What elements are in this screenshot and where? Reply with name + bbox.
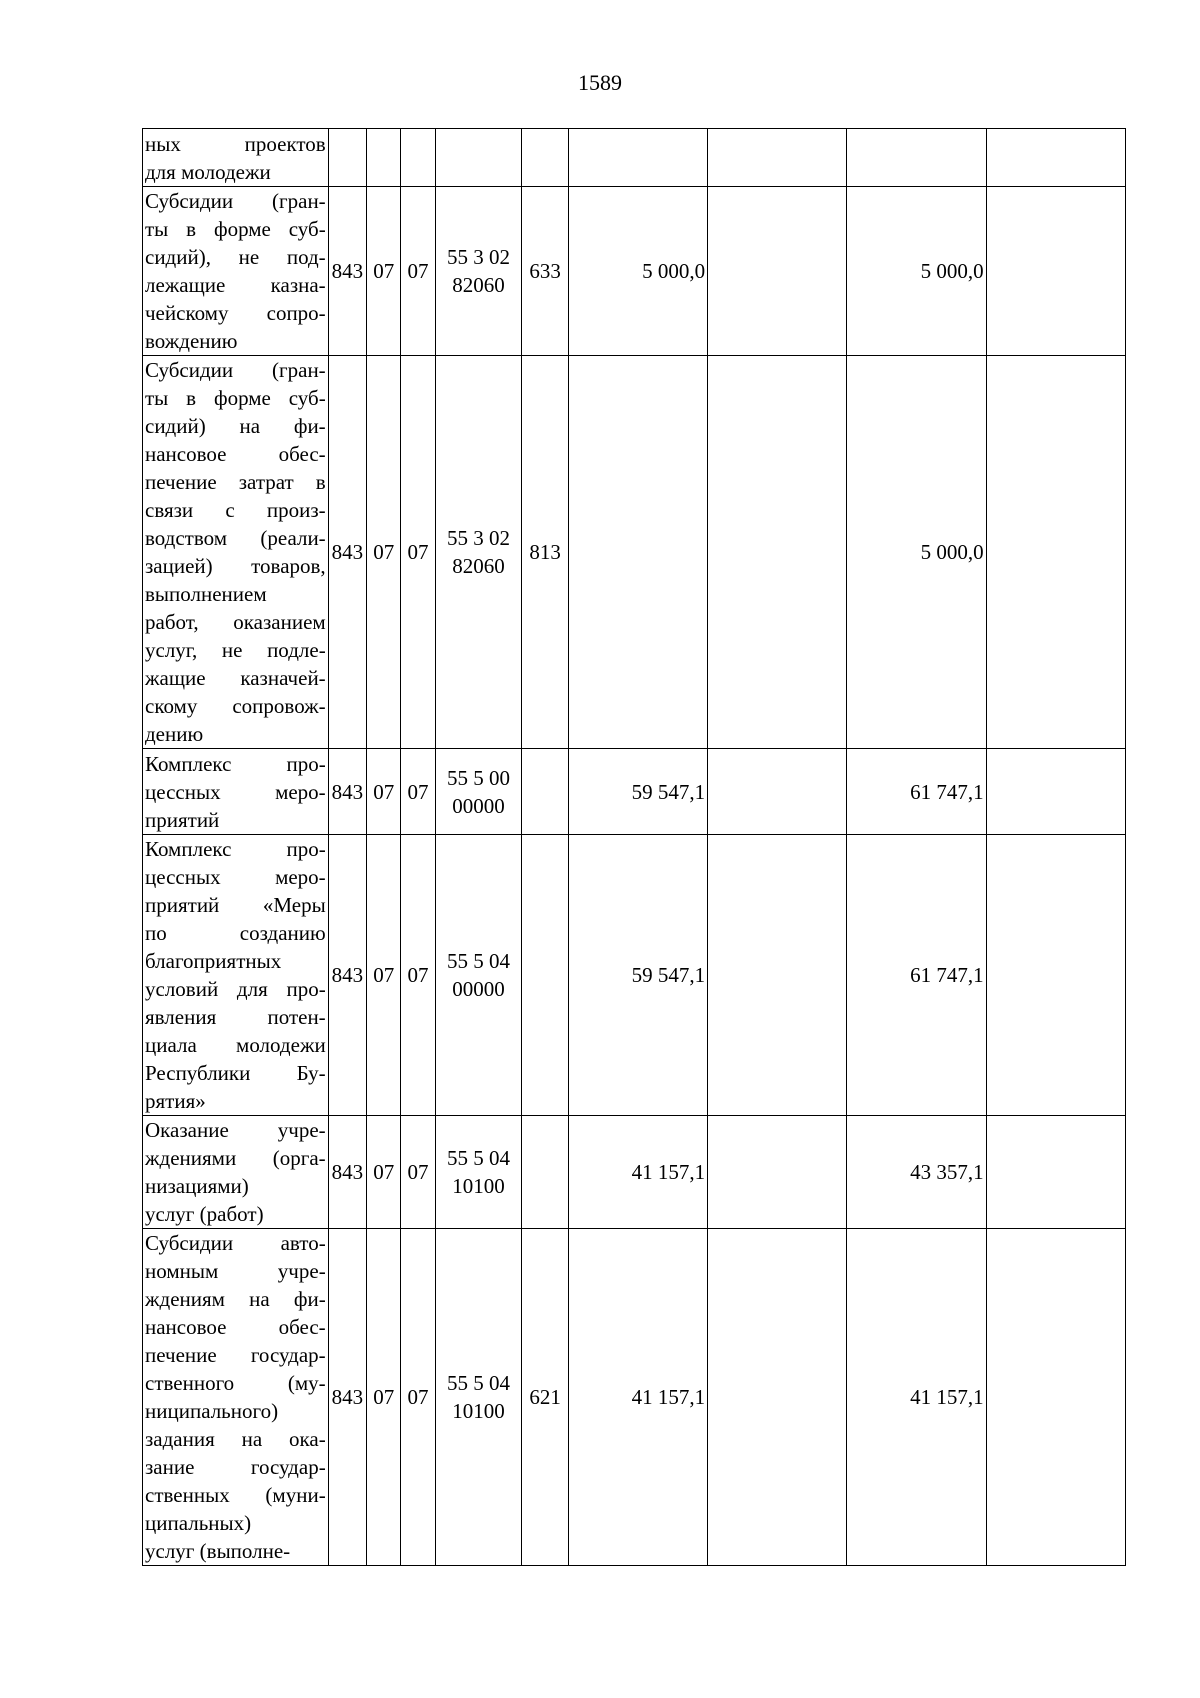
description-line: номным учре- (145, 1259, 326, 1283)
description-line: циала молодежи (145, 1033, 326, 1057)
description-line: ждениям на фи- (145, 1287, 326, 1311)
description-line: нансовое обес- (145, 442, 326, 466)
section-code (367, 129, 401, 187)
target-article-code (435, 1229, 522, 1566)
target-article-code (435, 749, 522, 835)
table-row (143, 749, 1126, 835)
description-line: цессных меро- (145, 779, 326, 804)
description-line: зацией) товаров, (145, 554, 326, 578)
amount-column-1: 5 000,0 (568, 187, 707, 356)
section-code: 07 (367, 835, 401, 1116)
description-line: Субсидии (гран- (145, 358, 326, 382)
expense-type-code (522, 749, 568, 835)
ministry-code: 843 (328, 1116, 366, 1229)
description-line: приятий (145, 807, 220, 832)
target-code-line: 10100 (452, 1174, 505, 1198)
amount-column-3: 43 357,1 (847, 1116, 986, 1229)
description-line: скому сопровож- (145, 694, 326, 718)
description-line: ных проектов (145, 131, 326, 156)
amount-column-1: 41 157,1 (568, 1116, 707, 1229)
amount-column-3: 5 000,0 (847, 187, 986, 356)
section-code: 07 (367, 356, 401, 749)
description-line: явления потен- (145, 1005, 326, 1029)
table-row (143, 1116, 1126, 1229)
amount-column-4 (986, 835, 1125, 1116)
description-line: для молодежи (145, 159, 271, 184)
row-description (143, 749, 329, 835)
amount-column-2 (708, 749, 847, 835)
description-line: зание государ- (145, 1455, 326, 1479)
row-description (143, 187, 329, 356)
description-line: условий для про- (145, 977, 326, 1001)
description-line: ждениями (орга- (145, 1146, 326, 1170)
ministry-code: 843 (328, 749, 366, 835)
subsection-code (401, 129, 435, 187)
description-line: Субсидии (гран- (145, 189, 326, 213)
budget-table (142, 128, 1126, 1566)
subsection-code: 07 (401, 187, 435, 356)
target-article-code (435, 356, 522, 749)
target-code-line: 55 3 02 (447, 526, 511, 550)
subsection-code: 07 (401, 356, 435, 749)
description-line: по созданию (145, 921, 326, 945)
subsection-code: 07 (401, 835, 435, 1116)
section-code: 07 (367, 1116, 401, 1229)
description-line: ципальных) (145, 1511, 252, 1535)
target-code-line: 55 5 00 (447, 765, 511, 790)
row-description (143, 835, 329, 1116)
subsection-code: 07 (401, 1229, 435, 1566)
amount-column-3: 5 000,0 (847, 356, 986, 749)
description-line: ты в форме суб- (145, 386, 326, 410)
amount-column-2 (708, 835, 847, 1116)
description-line: сидий), не под- (145, 245, 326, 269)
amount-column-4 (986, 1116, 1125, 1229)
ministry-code: 843 (328, 1229, 366, 1566)
section-code: 07 (367, 1229, 401, 1566)
description-line: печение государ- (145, 1343, 326, 1367)
description-line: выполнением (145, 582, 267, 606)
target-code-line: 55 3 02 (447, 245, 511, 269)
ministry-code: 843 (328, 187, 366, 356)
amount-column-1: 41 157,1 (568, 1229, 707, 1566)
target-code-line: 55 5 04 (447, 1146, 511, 1170)
target-code-line: 82060 (452, 273, 505, 297)
expense-type-code: 813 (522, 356, 568, 749)
description-line: ниципального) (145, 1399, 279, 1423)
amount-column-1: 59 547,1 (568, 835, 707, 1116)
amount-column-4 (986, 749, 1125, 835)
target-article-code (435, 835, 522, 1116)
amount-column-3: 61 747,1 (847, 749, 986, 835)
amount-column-4 (986, 356, 1125, 749)
description-line: услуг (выполне- (145, 1539, 291, 1563)
description-line: лежащие казна- (145, 273, 326, 297)
amount-column-1 (568, 129, 707, 187)
expense-type-code: 621 (522, 1229, 568, 1566)
table-body (143, 129, 1126, 1566)
description-line: дению (145, 722, 204, 746)
target-code-line: 82060 (452, 554, 505, 578)
subsection-code: 07 (401, 749, 435, 835)
expense-type-code: 633 (522, 187, 568, 356)
amount-column-3: 61 747,1 (847, 835, 986, 1116)
description-line: задания на ока- (145, 1427, 326, 1451)
description-line: Республики Бу- (145, 1061, 326, 1085)
description-line: связи с произ- (145, 498, 326, 522)
amount-column-2 (708, 1116, 847, 1229)
amount-column-4 (986, 129, 1125, 187)
description-line: печение затрат в (145, 470, 326, 494)
ministry-code: 843 (328, 356, 366, 749)
description-line: водством (реали- (145, 526, 326, 550)
target-code-line: 10100 (452, 1399, 505, 1423)
subsection-code: 07 (401, 1116, 435, 1229)
description-line: приятий «Меры (145, 893, 326, 917)
description-line: ственного (му- (145, 1371, 326, 1395)
table-row (143, 187, 1126, 356)
target-article-code (435, 1116, 522, 1229)
ministry-code (328, 129, 366, 187)
target-code-line: 00000 (452, 793, 505, 818)
row-description (143, 129, 329, 187)
description-line: жащие казначей- (145, 666, 326, 690)
description-line: ственных (муни- (145, 1483, 326, 1507)
description-line: рятия» (145, 1089, 206, 1113)
section-code: 07 (367, 749, 401, 835)
description-line: низациями) (145, 1174, 249, 1198)
description-line: услуг, не подле- (145, 638, 326, 662)
amount-column-3 (847, 129, 986, 187)
target-code-line: 55 5 04 (447, 949, 511, 973)
amount-column-2 (708, 356, 847, 749)
description-line: услуг (работ) (145, 1202, 264, 1226)
row-description (143, 1116, 329, 1229)
table-row (143, 1229, 1126, 1566)
expense-type-code (522, 129, 568, 187)
amount-column-2 (708, 129, 847, 187)
target-article-code (435, 129, 522, 187)
page-number: 1589 (578, 70, 622, 95)
target-code-line: 55 5 04 (447, 1371, 511, 1395)
description-line: благоприятных (145, 949, 282, 973)
ministry-code: 843 (328, 835, 366, 1116)
description-line: нансовое обес- (145, 1315, 326, 1339)
description-line: работ, оказанием (145, 610, 326, 634)
amount-column-1 (568, 356, 707, 749)
target-code-line: 00000 (452, 977, 505, 1001)
table-row (143, 835, 1126, 1116)
amount-column-3: 41 157,1 (847, 1229, 986, 1566)
amount-column-4 (986, 1229, 1125, 1566)
table-row (143, 129, 1126, 187)
row-description (143, 1229, 329, 1566)
description-line: вождению (145, 329, 238, 353)
description-line: ты в форме суб- (145, 217, 326, 241)
table-row (143, 356, 1126, 749)
amount-column-2 (708, 187, 847, 356)
row-description (143, 356, 329, 749)
description-line: Комплекс про- (145, 837, 326, 861)
amount-column-4 (986, 187, 1125, 356)
target-article-code (435, 187, 522, 356)
description-line: Оказание учре- (145, 1118, 326, 1142)
description-line: сидий) на фи- (145, 414, 326, 438)
description-line: чейскому сопро- (145, 301, 326, 325)
amount-column-2 (708, 1229, 847, 1566)
description-line: Субсидии авто- (145, 1231, 326, 1255)
expense-type-code (522, 835, 568, 1116)
expense-type-code (522, 1116, 568, 1229)
description-line: цессных меро- (145, 865, 326, 889)
amount-column-1: 59 547,1 (568, 749, 707, 835)
section-code: 07 (367, 187, 401, 356)
description-line: Комплекс про- (145, 751, 326, 776)
